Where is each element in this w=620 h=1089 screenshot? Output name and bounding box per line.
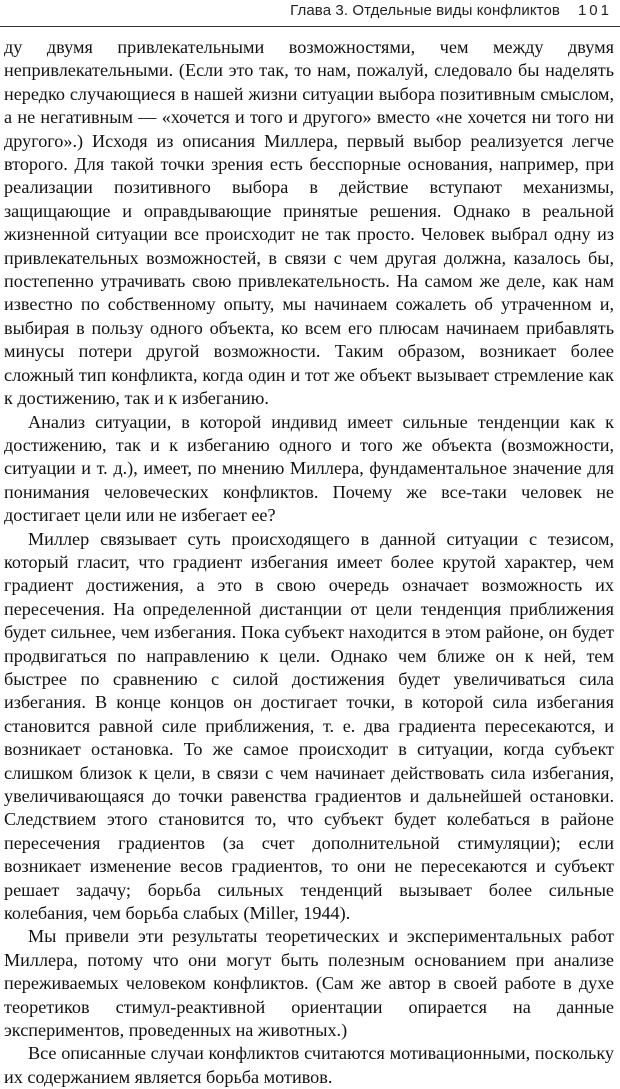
paragraph: Анализ ситуации, в которой индивид имеет сильные тенденции как к достижению, так и к избеганию одного и того же объекта (возможности, ситуации и т. д.), имеет, по мнению Миллера, фундаментальное значение для понимания человеческих конфликтов. Почему же все-таки человек не достигает цели или не избегает ее? bbox=[4, 411, 614, 526]
paragraph: ду двумя привлекательными возможностями, чем между двумя непривлекательными. (Если это так, то нам, пожалуй, следовало бы наделять нередко случающиеся в нашей жизни ситуации выбора позитивным смыслом, а не негативным — «хочется и того и другого» вместо «не хочется ни того ни другого».) Исходя из описания Миллера, первый выбор реализуется легче второго. Для такой точки зрения есть бесспорные основания, например, при реализации позитивного выбора в действие вступают механизмы, защищающие и оправдывающие принятые решения. Однако в реальной жизненной ситуации все происходит не так просто. Человек выбрал одну из привлекательных возможностей, в связи с чем другая должна, казалось бы, постепенно утрачивать свою привлекательность. На самом же деле, как нам известно по собственному опыту, мы начинаем сожалеть об утраченном и, выбирая в пользу одного объекта, ко всем его плюсам начинаем прибавлять минусы потери другой возможности. Таким образом, возникает более сложный тип конфликта, когда один и тот же объект вызывает стремление как к достижению, так и к избеганию. bbox=[4, 37, 614, 409]
paragraph: Миллер связывает суть происходящего в данной ситуации с тезисом, который гласит, что градиент избегания имеет более крутой характер, чем градиент достижения, а это в свою очередь означает возможность их пересечения. На определенной дистанции от цели тенденция приближения будет сильнее, чем избегания. Пока субъект находится в этом районе, он будет продвигаться по направлению к цели. Однако чем ближе он к ней, тем быстрее по сравнению с силой достижения будет увеличиваться сила избегания. В конце концов он достигает точки, в которой сила избегания становится равной силе приближения, т. е. два градиента пересекаются, и возникает остановка. То же самое происходит в ситуации, когда субъект слишком близок к цели, в связи с чем начинает действовать сила избегания, увеличивающаяся до точки равенства градиентов и дальнейшей остановки. Следствием этого становится то, что субъект будет колебаться в районе пересечения градиентов (за счет дополнительной стимуляции); если возникает изменение весов градиентов, то они не пересекаются и субъект решает задачу; борьба сильных тенденций вызывает более сильные колебания, чем борьба слабых (Miller, 1944). bbox=[4, 528, 614, 924]
header-rule bbox=[0, 26, 620, 27]
paragraph: Мы привели эти результаты теоретических и экспериментальных работ Миллера, потому что они могут быть полезным основанием при анализе переживаемых человеком конфликтов. (Сам же автор в своей работе в духе теоретиков стимул-реактивной ориентации опирается на данные экспериментов, проведенных на животных.) bbox=[4, 926, 614, 1041]
page-number: 101 bbox=[577, 2, 612, 19]
chapter-title: Глава 3. Отдельные виды конфликтов bbox=[290, 2, 560, 19]
paragraph: Все описанные случаи конфликтов считаются мотивационными, поскольку их содержанием является борьба мотивов. bbox=[4, 1043, 614, 1087]
body-text bbox=[4, 36, 614, 1089]
running-head bbox=[8, 2, 612, 19]
